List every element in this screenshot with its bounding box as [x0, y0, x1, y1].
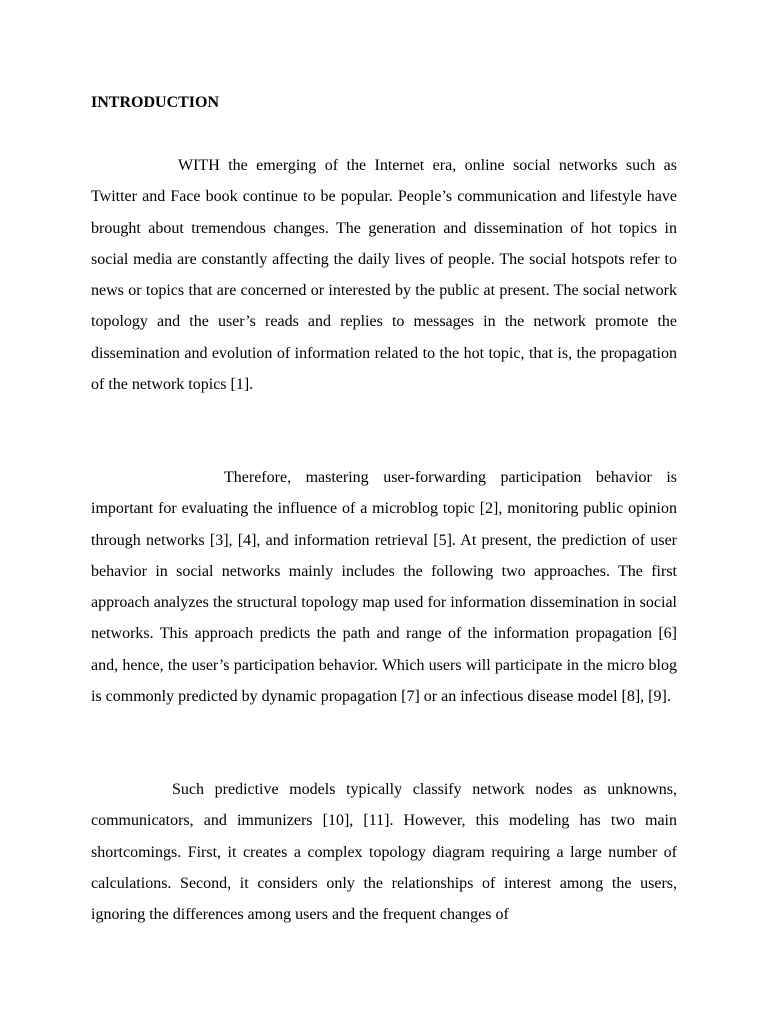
paragraph-3: Such predictive models typically classify network nodes as unknowns, communicators, and immunizers [10], [11]. However, this modeling has two main shortcomings. First, it creates a complex topology diagram requiring a large number of calculations. Second, it considers only the relationships of interest among the users, ignoring the differences among users and the frequent changes of	[91, 781, 677, 924]
paragraph-1: WITH the emerging of the Internet era, online social networks such as Twitter and Face book continue to be popular. People’s communication and lifestyle have brought about tremendous changes. The generation and dissemination of hot topics in social media are constantly affecting the daily lives of people. The social hotspots refer to news or topics that are concerned or interested by the public at present. The social network topology and the user’s reads and replies to messages in the network promote the dissemination and evolution of information related to the hot topic, that is, the propagation of the network topics [1].	[91, 157, 677, 394]
paragraph-2: Therefore, mastering user-forwarding participation behavior is important for evaluating the influence of a microblog topic [2], monitoring public opinion through networks [3], [4], and information retrieval [5]. At present, the prediction of user behavior in social networks mainly includes the following two approaches. The first approach analyzes the structural topology map used for information dissemination in social networks. This approach predicts the path and range of the information propagation [6] and, hence, the user’s participation behavior. Which users will participate in the micro blog is commonly predicted by dynamic propagation [7] or an infectious disease model [8], [9].	[91, 469, 677, 706]
section-heading: INTRODUCTION	[91, 94, 220, 111]
